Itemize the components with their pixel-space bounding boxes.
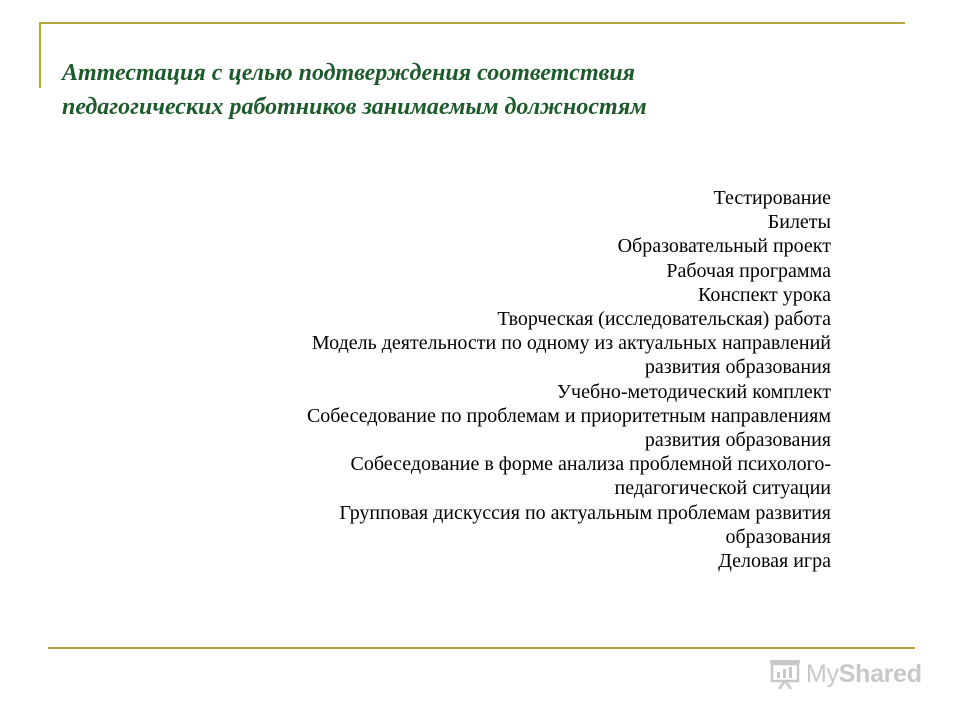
list-item: Деловая игра	[718, 550, 831, 573]
list-item: Образовательный проект	[617, 235, 831, 258]
list-item: развития образования	[644, 356, 831, 379]
list-item: образования	[725, 525, 831, 548]
list-item: развития образования	[644, 429, 831, 452]
presentation-board-icon	[768, 658, 802, 690]
list-item: Учебно-методический комплект	[556, 380, 831, 403]
list-item: Рабочая программа	[666, 259, 831, 282]
list-item: Собеседование в форме анализа проблемной психолого-	[350, 453, 831, 476]
top-border-line	[39, 22, 905, 24]
watermark-text-my: My	[806, 659, 839, 688]
list-item: Билеты	[767, 211, 831, 234]
left-border-line	[39, 22, 41, 88]
list-item: Собеседование по проблемам и приоритетным направлениям	[306, 404, 831, 427]
bottom-border-line	[48, 647, 915, 649]
slide-title-line-2: педагогических работников занимаемым должностям	[62, 94, 647, 120]
list-item: Конспект урока	[698, 283, 831, 306]
watermark-text	[806, 660, 922, 689]
methods-list	[307, 186, 831, 573]
list-item: Модель деятельности по одному из актуальных направлений	[311, 332, 831, 355]
watermark-text-shared: Shared	[838, 659, 922, 688]
list-item: Тестирование	[713, 187, 831, 209]
list-item: Творческая (исследовательская) работа	[497, 308, 831, 331]
slide-title	[62, 56, 922, 124]
watermark-logo	[768, 657, 922, 691]
list-item: педагогической ситуации	[614, 477, 831, 500]
list-item: Групповая дискуссия по актуальным проблемам развития	[339, 501, 831, 524]
slide-title-line-1: Аттестация с целью подтверждения соответствия	[62, 60, 636, 86]
